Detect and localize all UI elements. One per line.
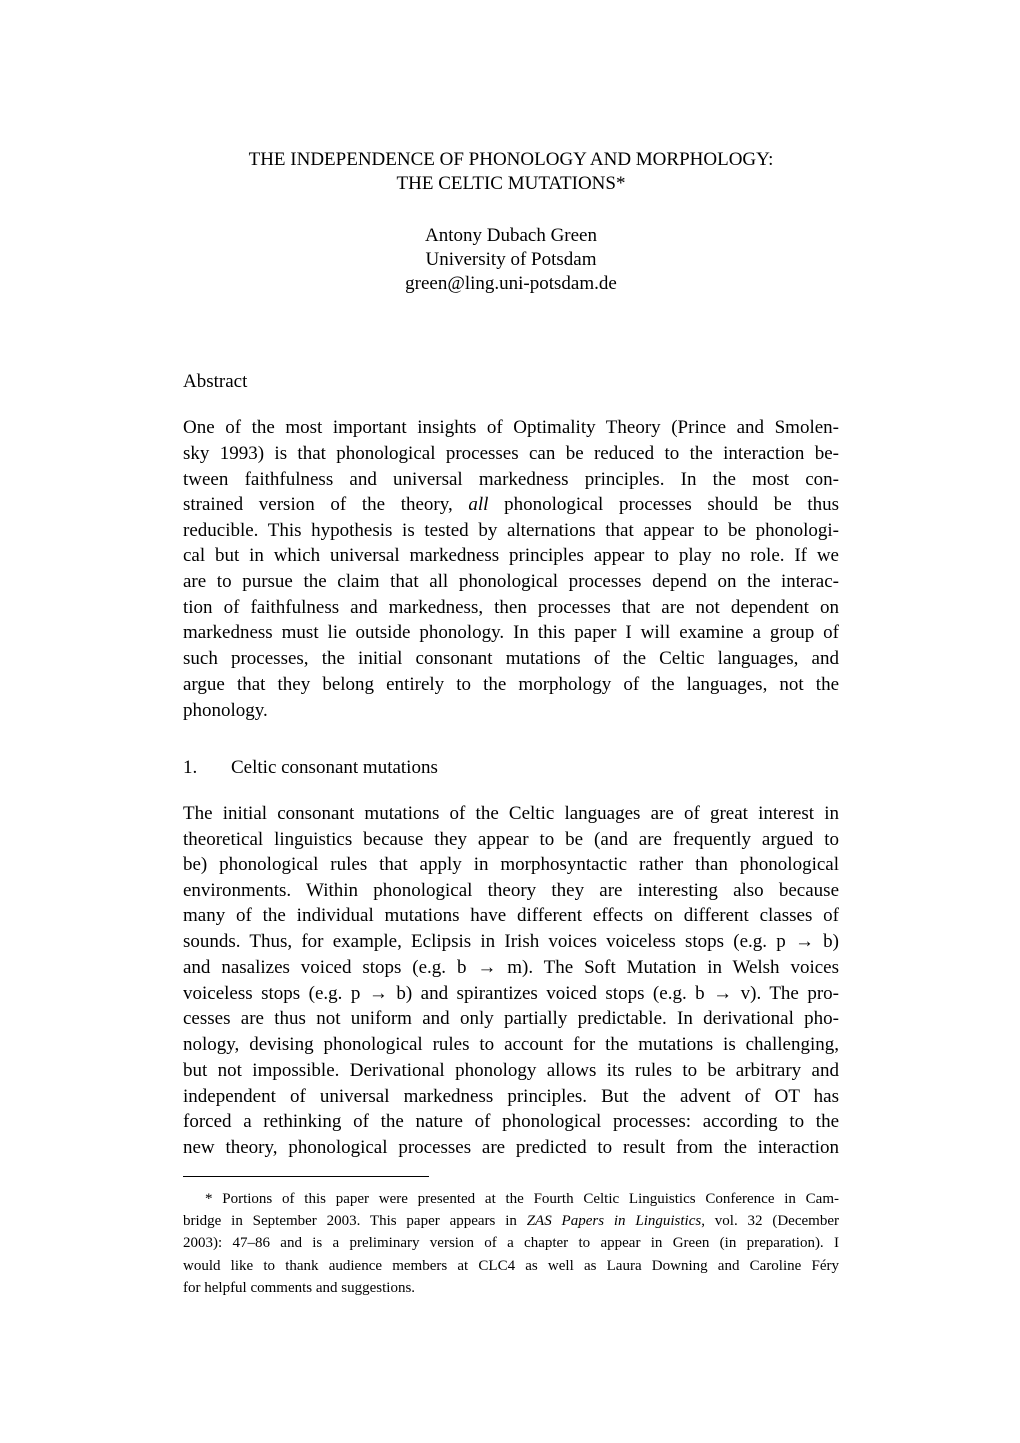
body-line: but not impossible. Derivational phonology allows its rules to be arbitrary and	[183, 1060, 839, 1081]
author-block	[183, 224, 839, 296]
body-line: be) phonological rules that apply in morphosyntactic rather than phonological	[183, 854, 839, 875]
body-line: new theory, phonological processes are predicted to result from the interaction	[183, 1137, 839, 1158]
body-line: and nasalizes voiced stops (e.g. b → m). The Soft Mutation in Welsh voices	[183, 957, 839, 978]
body-line: independent of universal markedness principles. But the advent of OT has	[183, 1086, 839, 1107]
paper-title	[183, 148, 839, 196]
abstract-line: are to pursue the claim that all phonological processes depend on the interac-	[183, 571, 839, 592]
body-line: sounds. Thus, for example, Eclipsis in Irish voices voiceless stops (e.g. p → b)	[183, 931, 839, 952]
author-email: green@ling.uni-potsdam.de	[405, 273, 617, 294]
abstract-line: One of the most important insights of Optimality Theory (Prince and Smolen-	[183, 417, 839, 438]
abstract-line: tion of faithfulness and markedness, then processes that are not dependent on	[183, 597, 839, 618]
abstract-line: cal but in which universal markedness principles appear to play no role. If we	[183, 545, 839, 566]
section-title: Celtic consonant mutations	[231, 757, 438, 778]
body-line: environments. Within phonological theory they are interesting also because	[183, 880, 839, 901]
footnote-line: 2003): 47–86 and is a preliminary version of a chapter to appear in Green (in preparation). I	[183, 1235, 839, 1251]
footnote-line: * Portions of this paper were presented at the Fourth Celtic Linguistics Conference in Cam-	[205, 1191, 839, 1207]
body-line: cesses are thus not uniform and only partially predictable. In derivational pho-	[183, 1008, 839, 1029]
abstract-heading: Abstract	[183, 371, 248, 392]
body-line: The initial consonant mutations of the Celtic languages are of great interest in	[183, 803, 839, 824]
abstract-line: such processes, the initial consonant mutations of the Celtic languages, and	[183, 648, 839, 669]
journal-title: ZAS Papers in Linguistics	[526, 1213, 702, 1229]
abstract-line: strained version of the theory, all phonological processes should be thus	[183, 494, 839, 515]
footnote-line: for helpful comments and suggestions.	[183, 1280, 416, 1296]
footnote-separator	[183, 1176, 429, 1177]
abstract-line: markedness must lie outside phonology. In this paper I will examine a group of	[183, 622, 839, 643]
footnote-line: would like to thank audience members at CLC4 as well as Laura Downing and Caroline Féry	[183, 1258, 839, 1274]
footnote-line: bridge in September 2003. This paper appears in ZAS Papers in Linguistics, vol. 32 (December	[183, 1213, 839, 1229]
author-name: Antony Dubach Green	[424, 225, 597, 246]
emphasis-all: all	[468, 494, 489, 515]
body-line: forced a rethinking of the nature of phonological processes: according to the	[183, 1111, 839, 1132]
author-affiliation: University of Potsdam	[425, 249, 597, 270]
body-line: theoretical linguistics because they appear to be (and are frequently argued to	[183, 829, 839, 850]
abstract-line: reducible. This hypothesis is tested by alternations that appear to be phonologi-	[183, 520, 839, 541]
title-line-1: THE INDEPENDENCE OF PHONOLOGY AND MORPHOLOGY:	[248, 149, 774, 170]
body-line: voiceless stops (e.g. p → b) and spirantizes voiced stops (e.g. b → v). The pro-	[183, 983, 839, 1004]
abstract-line: tween faithfulness and universal markedness principles. In the most con-	[183, 469, 839, 490]
body-line: nology, devising phonological rules to account for the mutations is challenging,	[183, 1034, 839, 1055]
body-line: many of the individual mutations have different effects on different classes of	[183, 905, 839, 926]
abstract-line: sky 1993) is that phonological processes can be reduced to the interaction be-	[183, 443, 839, 464]
title-line-2: THE CELTIC MUTATIONS*	[396, 173, 626, 194]
section-number: 1.	[183, 757, 198, 778]
abstract-line: argue that they belong entirely to the morphology of the languages, not the	[183, 674, 839, 695]
abstract-line: phonology.	[183, 700, 268, 721]
section-heading	[183, 755, 438, 780]
